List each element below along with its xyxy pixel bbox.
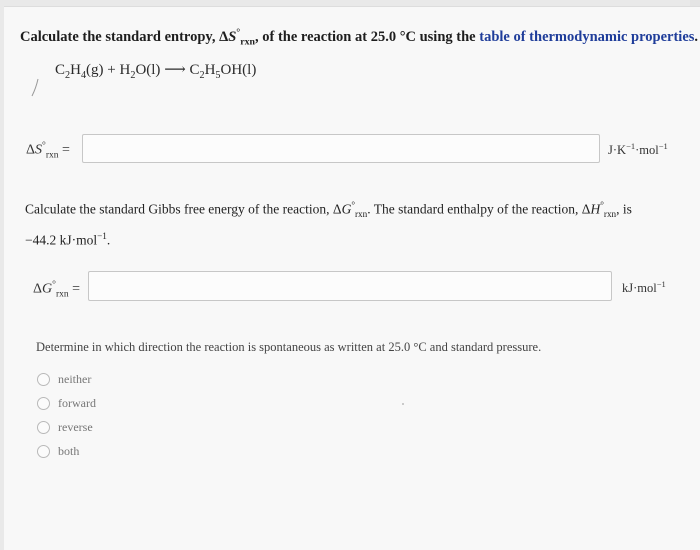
- reaction-equation: $C_2H_4(g) + H_2O(l)$ ⟶ $C_2H_5OH(l)$: [55, 62, 257, 81]
- entropy-unit: $J\cdot K^{-1}\cdot mol^{-1}$: [608, 141, 668, 158]
- pencil-mark-icon: [30, 78, 40, 98]
- entropy-answer-input[interactable]: [82, 134, 600, 163]
- option-label: neither: [58, 371, 92, 386]
- entropy-answer-label: $\Delta S^\circ_{rxn}$ =: [26, 141, 70, 161]
- gibbs-answer-input[interactable]: [88, 271, 612, 301]
- option-label: forward: [58, 395, 96, 410]
- cursor-dot: [402, 403, 404, 405]
- option-reverse[interactable]: [37, 418, 93, 436]
- gibbs-question-text: Calculate the standard Gibbs free energy of the reaction, $\Delta G^\circ_{rxn}$. The standard enthalpy of the reaction, $\Delta H^\circ_{rxn}$, is −44.2 kJ·mol$^{-1}$.: [25, 200, 632, 248]
- entropy-question-text: Calculate the standard entropy, $\Delta S^\circ_{rxn}$, of the reaction at 25.0 °C using the table of thermodynamic properties.: [20, 27, 699, 48]
- spontaneity-question-text: Determine in which direction the reaction is spontaneous as written at 25.0 °C and standard pressure.: [36, 340, 542, 354]
- option-label: reverse: [58, 419, 93, 434]
- option-both[interactable]: [37, 442, 79, 460]
- radio-button[interactable]: [37, 373, 50, 386]
- thermo-table-link[interactable]: table of thermodynamic properties: [479, 28, 695, 45]
- option-forward[interactable]: [37, 394, 96, 412]
- option-neither[interactable]: [37, 370, 91, 388]
- reaction-arrow-icon: ⟶: [164, 62, 186, 78]
- option-label: both: [58, 443, 80, 458]
- radio-button[interactable]: [37, 397, 50, 410]
- gibbs-answer-label: $\Delta G^\circ_{rxn}$ =: [33, 280, 81, 300]
- gibbs-unit: kJ·mol$^{-1}$: [622, 279, 666, 296]
- radio-button[interactable]: [37, 445, 50, 458]
- radio-button[interactable]: [37, 421, 50, 434]
